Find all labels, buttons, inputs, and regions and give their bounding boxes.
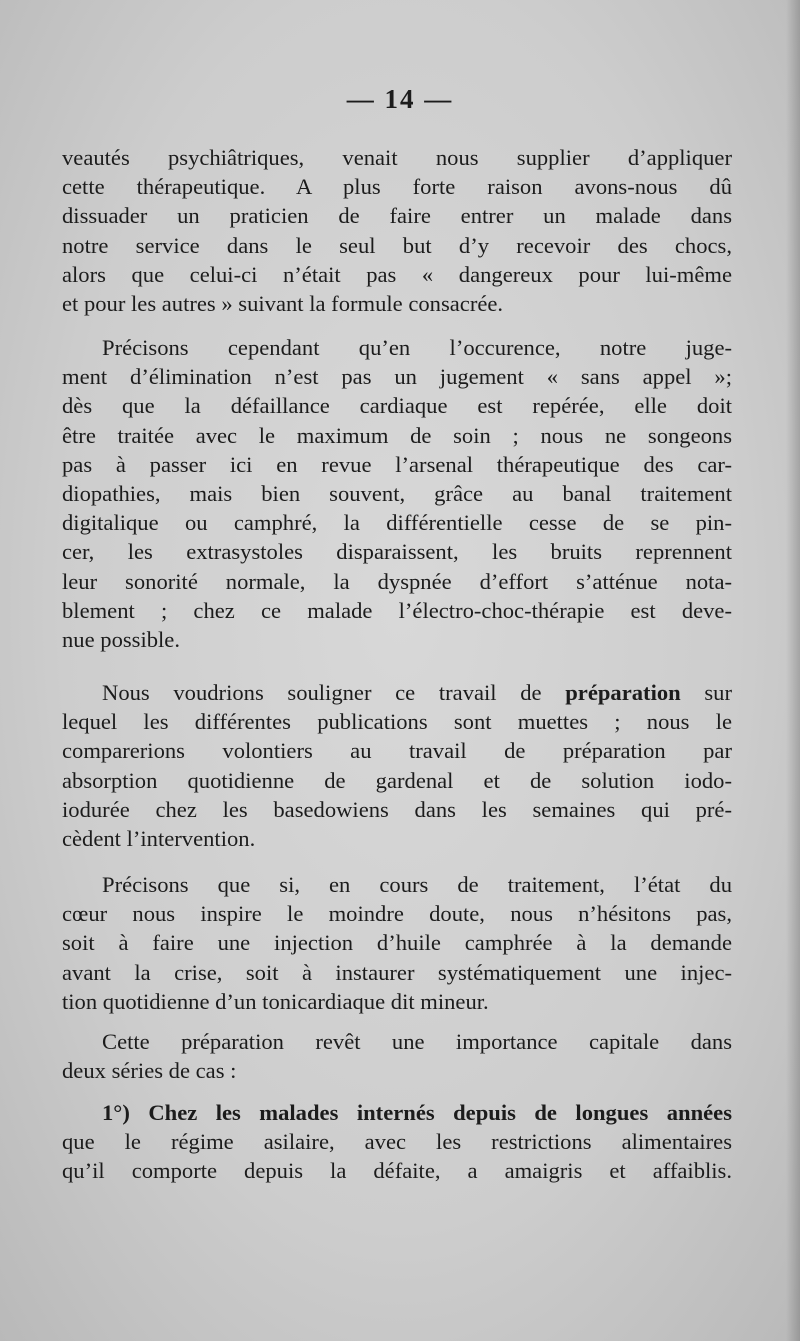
paragraph-1 [62,143,732,318]
text-line: soit à faire une injection d’huile camphrée à la demande [62,930,732,956]
text-line: deux séries de cas : [62,1058,237,1084]
text-line: Nous voudrions souligner ce travail de préparation sur [102,680,733,705]
text-line: avant la crise, soit à instaurer systématiquement une injec- [62,959,732,985]
text-line: ment d’élimination n’est pas un jugement « sans appel »; [62,364,732,390]
text-line: absorption quotidienne de gardenal et de solution iodo- [62,767,732,793]
text-line: alors que celui-ci n’était pas « dangereux pour lui-même [62,261,732,287]
text-line: cette thérapeutique. A plus forte raison avons-nous dû [62,174,732,200]
text-line: que le régime asilaire, avec les restrictions alimentaires [62,1129,732,1155]
text-line: Cette préparation revêt une importance capitale dans [102,1029,732,1054]
page-number: — 14 — [346,84,454,114]
paragraph-6 [62,1098,732,1186]
text-line: être traitée avec le maximum de soin ; nous ne songeons [62,422,732,448]
paragraph-4 [62,870,732,1016]
text-line: cèdent l’intervention. [62,826,256,852]
text-line: notre service dans le seul but d’y recevoir des chocs, [62,232,732,258]
text-line: tion quotidienne d’un tonicardiaque dit mineur. [62,988,489,1014]
text-line: veautés psychiâtriques, venait nous supplier d’appliquer [62,145,732,170]
text-line: et pour les autres » suivant la formule consacrée. [62,291,504,317]
text-line: dissuader un praticien de faire entrer un malade dans [62,203,732,229]
text-line: pas à passer ici en revue l’arsenal thérapeutique des car- [62,451,732,477]
text-line: nue possible. [62,627,180,653]
text-line: dès que la défaillance cardiaque est repérée, elle doit [62,393,732,419]
text-line: digitalique ou camphré, la différentielle cesse de se pin- [62,510,732,536]
text-line: diopathies, mais bien souvent, grâce au banal traitement [62,481,732,507]
text-line: cer, les extrasystoles disparaissent, les bruits reprennent [62,539,732,565]
text-line: cœur nous inspire le moindre doute, nous n’hésitons pas, [62,901,732,927]
text-line: leur sonorité normale, la dyspnée d’effort s’atténue nota- [62,568,732,594]
paragraph-5 [62,1027,732,1085]
text-line: lequel les différentes publications sont muettes ; nous le [62,709,732,735]
paragraph-3 [62,678,732,853]
text-line: comparerions volontiers au travail de préparation par [62,738,732,764]
text-line: iodurée chez les basedowiens dans les semaines qui pré- [62,796,732,822]
emphasis-preparation: préparation [565,680,681,705]
text-line: qu’il comporte depuis la défaite, a amaigris et affaiblis. [62,1158,732,1184]
text-line: Précisons que si, en cours de traitement, l’état du [102,872,732,897]
paragraph-2 [62,333,732,654]
text-line: 1°) Chez les malades internés depuis de longues années [102,1100,732,1125]
text-line: blement ; chez ce malade l’électro-choc-thérapie est deve- [62,597,732,623]
text-line: Précisons cependant qu’en l’occurence, notre juge- [102,335,732,360]
